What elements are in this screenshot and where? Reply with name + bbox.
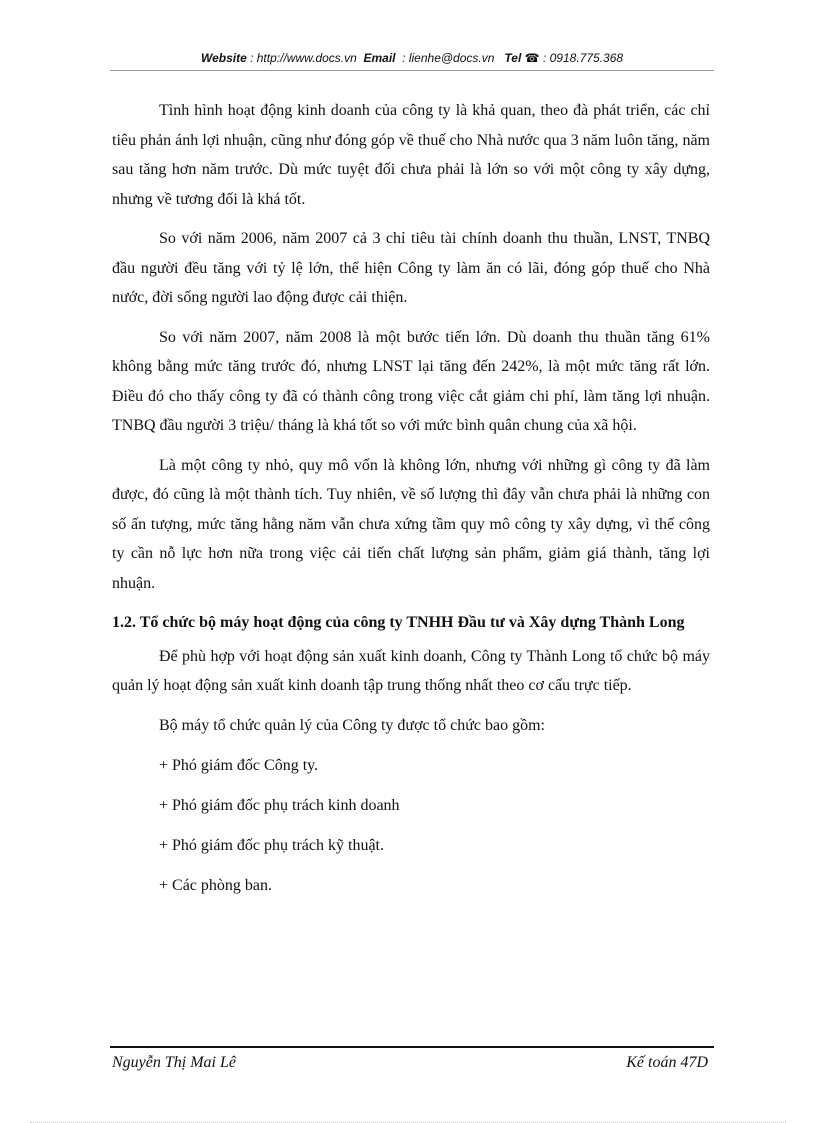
page-header [110,50,714,66]
paragraph: Tình hình hoạt động kinh doanh của công ty là khả quan, theo đà phát triển, các chỉ tiêu phản ánh lợi nhuận, cũng như đóng góp về thuế cho Nhà nước qua 3 năm luôn tăng, năm sau tăng hơn năm trước. Dù mức tuyệt đối chưa phải là lớn so với một công ty xây dựng, nhưng về tương đối là khá tốt. [112,102,710,208]
document-body [112,96,710,911]
section-paragraph: Để phù hợp với hoạt động sản xuất kinh doanh, Công ty Thành Long tổ chức bộ máy quản lý hoạt động sản xuất kinh doanh tập trung thống nhất theo cơ cấu trực tiếp. [112,647,710,694]
paragraph: So với năm 2007, năm 2008 là một bước tiến lớn. Dù doanh thu thuần tăng 61% không bằng mức tăng trước đó, nhưng LNST lại tăng đến 242%, là một mức tăng rất lớn. Điều đó cho thấy công ty đã có thành công trong việc cắt giảm chi phí, làm tăng lợi nhuận. TNBQ đầu người 3 triệu/ tháng là khá tốt so với mức bình quân chung của xã hội. [112,328,710,434]
tel-value: : 0918.775.368 [542,51,624,65]
list-item: + Phó giám đốc Công ty. [159,756,319,774]
section-heading: 1.2. Tổ chức bộ máy hoạt động của công ty TNHH Đầu tư và Xây dựng Thành Long [112,614,685,631]
footer-divider [110,1046,714,1048]
header-divider [110,70,714,71]
email-label: Email [363,51,396,65]
list-item: + Phó giám đốc phụ trách kinh doanh [159,796,400,814]
footer-author: Nguyễn Thị Mai Lê [112,1054,236,1071]
footer-class: Kế toán 47D [626,1054,708,1071]
list-item: + Các phòng ban. [159,876,272,894]
list-intro: Bộ máy tổ chức quản lý của Công ty được tổ chức bao gồm: [159,716,545,734]
website-label: Website [200,51,247,65]
email-link[interactable]: : lienhe@docs.vn [402,51,495,65]
paragraph: So với năm 2006, năm 2007 cả 3 chỉ tiêu tài chính doanh thu thuần, LNST, TNBQ đầu người đều tăng với tỷ lệ lớn, thể hiện Công ty làm ăn có lãi, đóng góp thuế cho Nhà nước, đời sống người lao động được cải thiện. [112,230,710,306]
paragraph: Là một công ty nhỏ, quy mô vốn là không lớn, nhưng với những gì công ty đã làm được, đó cũng là một thành tích. Tuy nhiên, về số lượng thì đây vẫn chưa phải là những con số ấn tượng, mức tăng hằng năm vẫn chưa xứng tầm quy mô công ty xây dựng, vì thế công ty cần nỗ lực hơn nữa trong việc cải tiến chất lượng sản phẩm, giảm giá thành, tăng lợi nhuận. [112,456,710,592]
website-link[interactable]: : http://www.docs.vn [250,51,357,65]
list-item: + Phó giám đốc phụ trách kỹ thuật. [159,836,384,854]
phone-icon: ☎ [524,51,540,65]
tel-label: Tel [504,51,522,65]
